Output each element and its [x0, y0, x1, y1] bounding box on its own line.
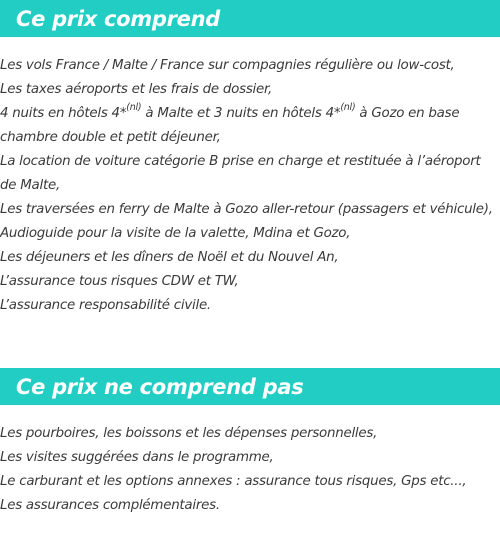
included-section-title: Ce prix comprend [16, 6, 220, 31]
excluded-section-header [0, 368, 500, 405]
excluded-section-title: Ce prix ne comprend pas [16, 374, 304, 399]
included-item-liability: L’assurance responsabilité civile. [0, 298, 211, 313]
included-item-insurance-cdw: L’assurance tous risques CDW et TW, [0, 274, 239, 289]
included-item-audioguide: Audioguide pour la visite de la valette, Mdina et Gozo, [0, 226, 351, 241]
included-section-header [0, 0, 500, 37]
included-item-ferry: Les traversées en ferry de Malte à Gozo aller-retour (passagers et véhicule), [0, 202, 493, 217]
excluded-items-list [0, 422, 500, 518]
hotels-text-gozo: à Malte et 3 nuits en hôtels 4* [141, 106, 341, 121]
hotels-text-board: à Gozo en base chambre double et petit déjeuner, [0, 106, 460, 145]
included-item-meals: Les déjeuners et les dîners de Noël et du Nouvel An, [0, 250, 339, 265]
hotels-rating-note-gozo: (nl) [340, 101, 356, 113]
excluded-item-fuel: Le carburant et les options annexes : assurance tous risques, Gps etc..., [0, 474, 467, 489]
included-item-car-rental: La location de voiture catégorie B prise en charge et restituée à l’aéroport de Malte, [0, 154, 481, 193]
included-item-flights: Les vols France / Malte / France sur compagnies régulière ou low-cost, [0, 58, 455, 73]
excluded-item-tips: Les pourboires, les boissons et les dépenses personnelles, [0, 426, 378, 441]
hotels-text-malta: 4 nuits en hôtels 4* [0, 106, 127, 121]
included-item-taxes: Les taxes aéroports et les frais de dossier, [0, 82, 273, 97]
included-item-hotels [0, 102, 500, 150]
hotels-rating-note-malta: (nl) [126, 101, 142, 113]
included-items-list [0, 54, 500, 318]
excluded-item-extra-insurance: Les assurances complémentaires. [0, 498, 220, 513]
excluded-item-visits: Les visites suggérées dans le programme, [0, 450, 274, 465]
